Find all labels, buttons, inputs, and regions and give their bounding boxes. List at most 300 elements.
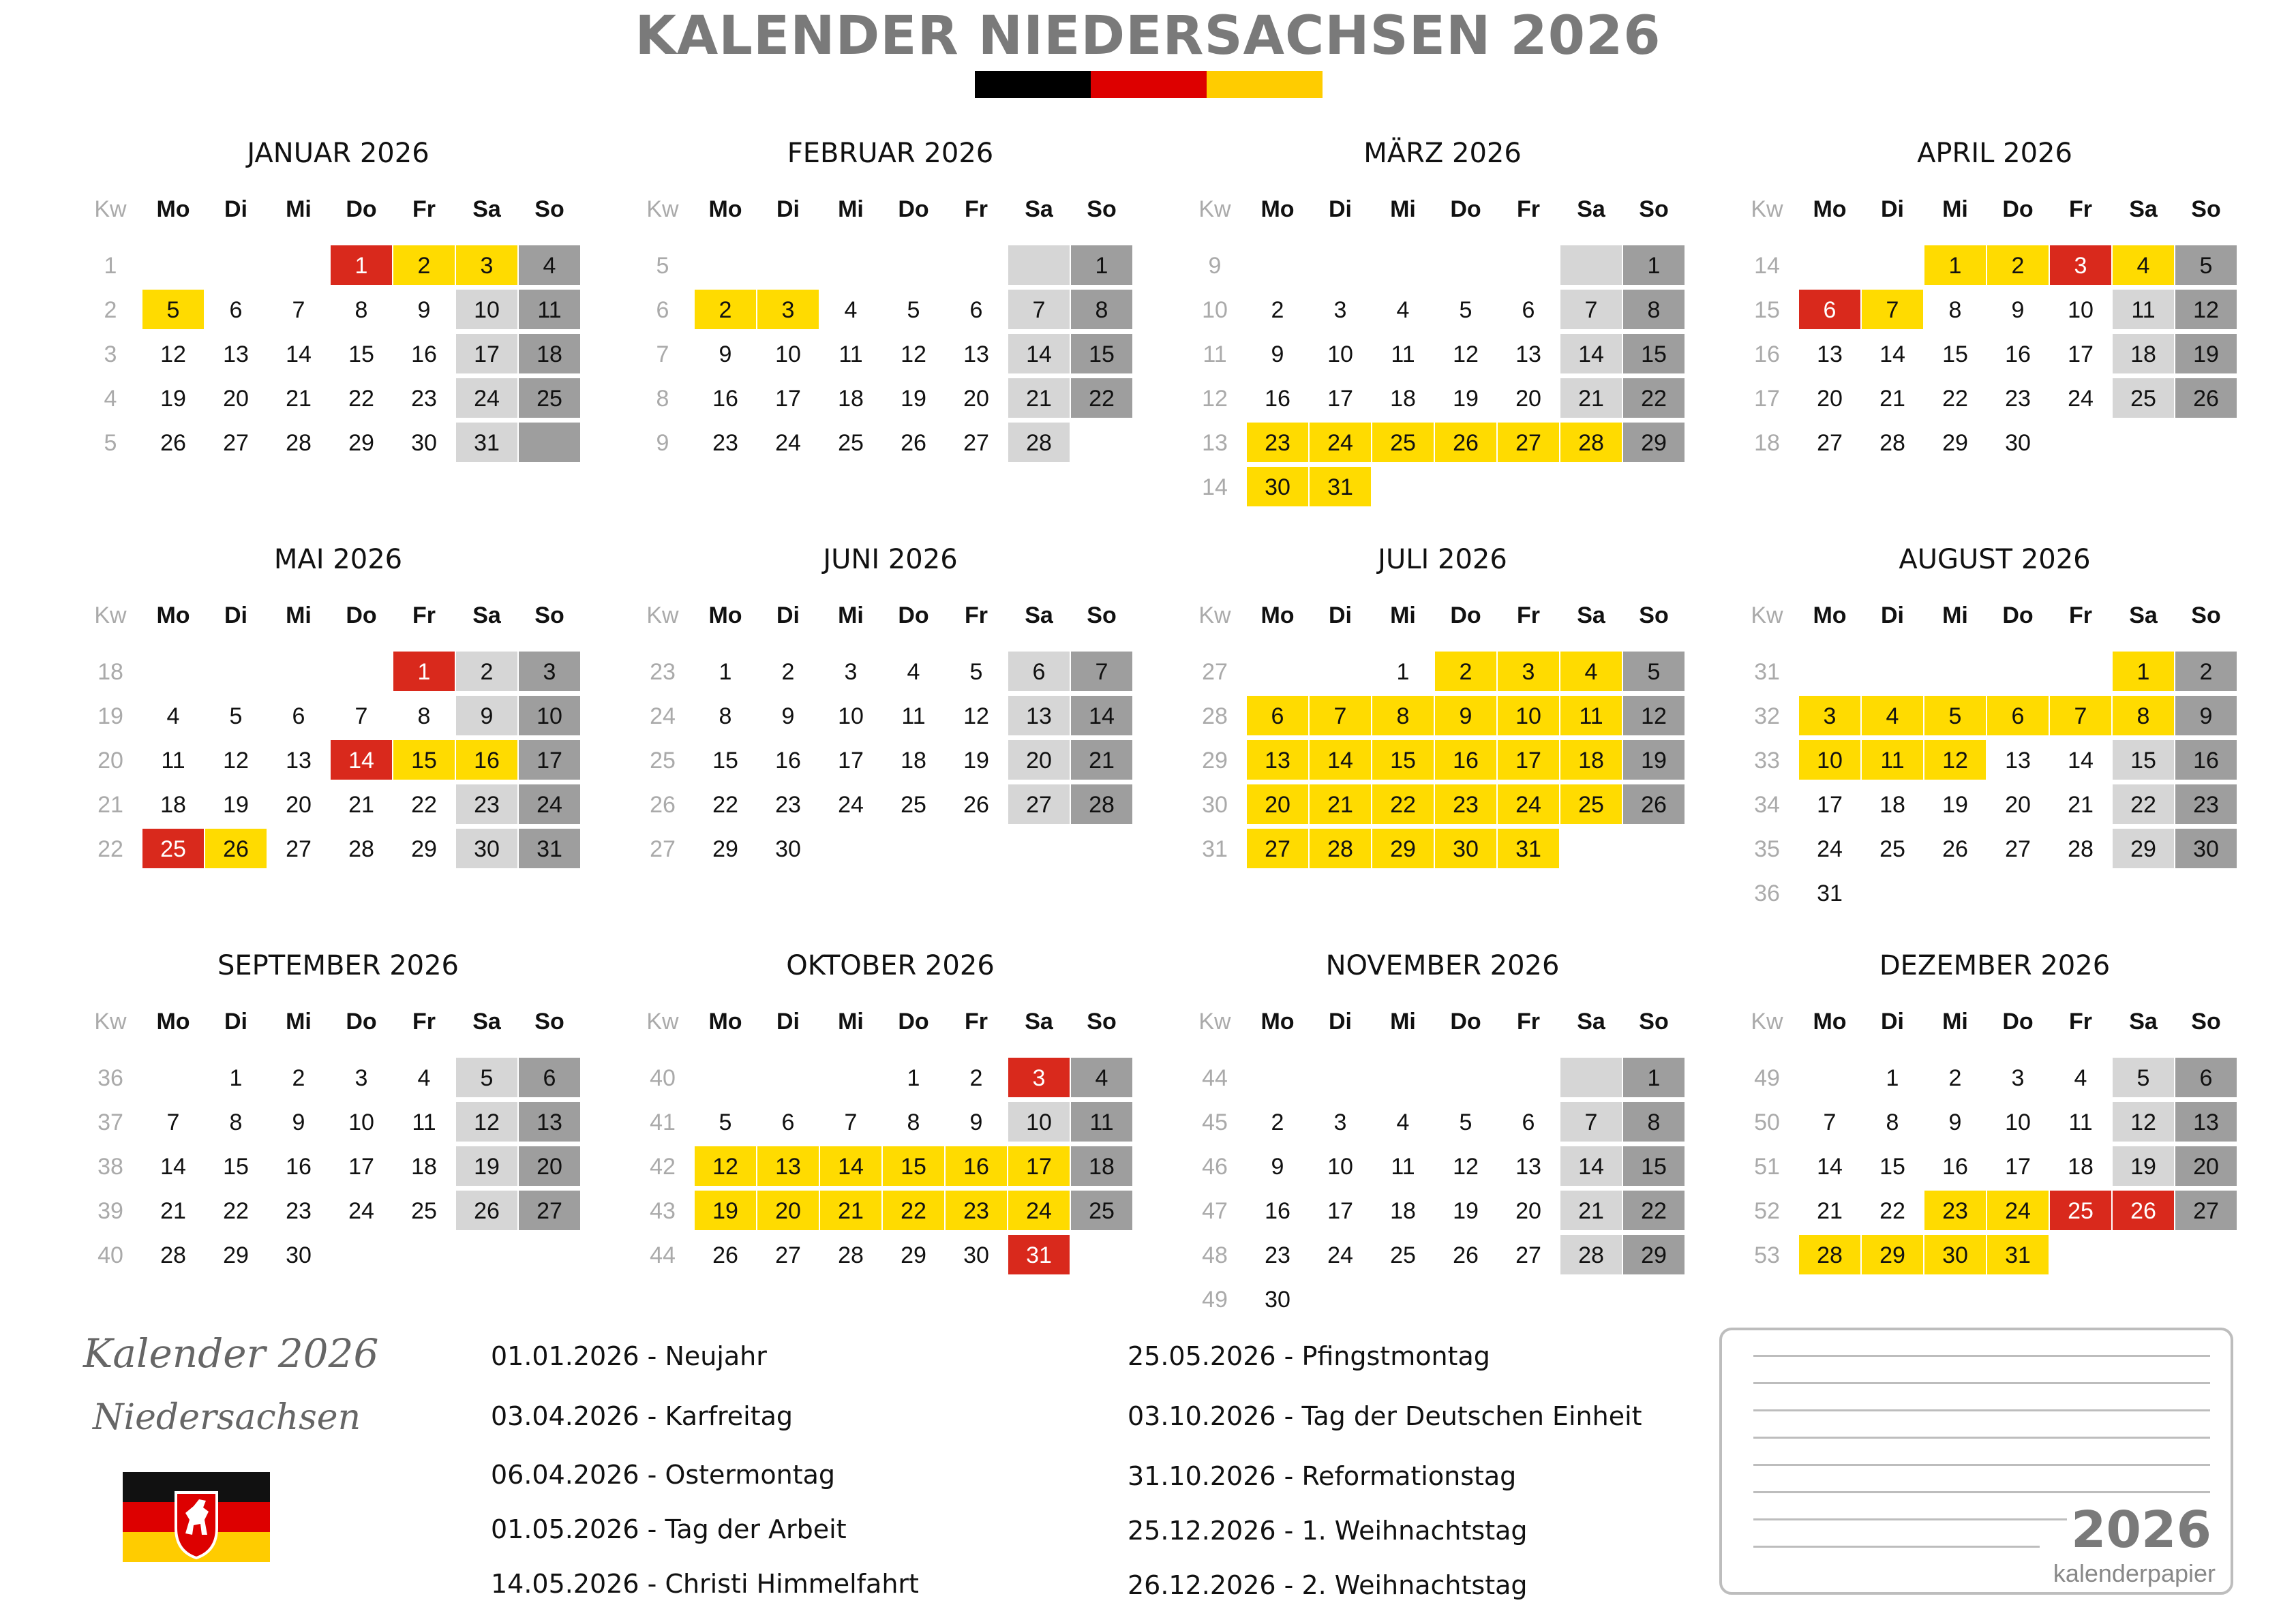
- week-number-header: Kw: [94, 196, 127, 222]
- day-cell: 7: [844, 1110, 858, 1135]
- day-cell: 4: [166, 703, 180, 729]
- day-cell: 2: [695, 290, 756, 329]
- month-title: MÄRZ 2026: [1363, 138, 1522, 169]
- day-cell: 6: [229, 297, 243, 323]
- day-cell: 12: [223, 748, 249, 774]
- day-cell: 17: [775, 386, 801, 412]
- day-cell: 5: [2113, 1058, 2174, 1097]
- day-cell: 25: [2113, 378, 2174, 418]
- day-cell: 22: [1942, 386, 1968, 412]
- weekday-header: Di: [1881, 196, 1904, 222]
- week-number: 15: [1754, 297, 1780, 323]
- note-line: [1753, 1437, 2210, 1439]
- day-cell: 26: [1435, 423, 1496, 462]
- day-cell: 24: [456, 378, 517, 418]
- holiday-entry: 25.05.2026 - Pfingstmontag: [1128, 1341, 1490, 1371]
- day-cell: 31: [1817, 881, 1843, 906]
- day-cell: 19: [223, 792, 249, 818]
- month-3: [1183, 138, 1702, 547]
- weekday-header: Fr: [412, 196, 436, 222]
- day-cell: 31: [1498, 829, 1559, 868]
- week-number: 43: [650, 1198, 676, 1224]
- day-cell: 8: [1948, 297, 1962, 323]
- day-cell: 16: [712, 386, 738, 412]
- day-cell: 17: [348, 1154, 374, 1180]
- day-cell: 25: [519, 378, 580, 418]
- day-cell: 14: [1560, 334, 1622, 373]
- day-cell: 24: [348, 1198, 374, 1224]
- weekday-header: Do: [346, 196, 377, 222]
- week-number: 38: [97, 1154, 123, 1180]
- day-cell: 21: [1071, 740, 1132, 780]
- day-cell: 18: [901, 748, 926, 774]
- day-cell: 11: [901, 703, 926, 729]
- day-cell: 24: [1498, 784, 1559, 824]
- day-cell: 23: [1435, 784, 1496, 824]
- day-cell: 10: [1327, 1154, 1353, 1180]
- weekday-header: Mi: [1942, 602, 1968, 628]
- day-cell: 5: [2175, 245, 2237, 285]
- day-cell: 20: [286, 792, 312, 818]
- day-cell: 10: [2068, 297, 2094, 323]
- day-cell: 11: [839, 341, 863, 367]
- day-cell: 14: [1008, 334, 1070, 373]
- weekday-header: Fr: [2069, 602, 2092, 628]
- empty-weekend-cell: [1560, 1058, 1622, 1097]
- week-number-header: Kw: [1198, 602, 1231, 628]
- weekday-header: Di: [224, 1009, 247, 1035]
- day-cell: 23: [1247, 423, 1308, 462]
- weekday-header: Di: [1881, 602, 1904, 628]
- day-cell: 29: [223, 1242, 249, 1268]
- day-cell: 28: [1071, 784, 1132, 824]
- day-cell: 18: [1390, 386, 1416, 412]
- day-cell: 11: [1391, 341, 1415, 367]
- day-cell: 25: [1879, 836, 1905, 862]
- week-number: 22: [97, 836, 123, 862]
- week-number: 23: [650, 659, 676, 685]
- day-cell: 21: [2068, 792, 2094, 818]
- month-9: [79, 950, 597, 1359]
- day-cell: 30: [1265, 1287, 1290, 1313]
- week-number: 34: [1754, 792, 1780, 818]
- week-number: 7: [656, 341, 669, 367]
- day-cell: 25: [901, 792, 926, 818]
- month-12: [1736, 950, 2254, 1359]
- day-cell: 6: [1799, 290, 1860, 329]
- week-number: 49: [1754, 1065, 1780, 1091]
- note-line: [1753, 1546, 2040, 1548]
- day-cell: 27: [519, 1191, 580, 1230]
- weekday-header: Mi: [838, 602, 864, 628]
- day-cell: 11: [2113, 290, 2174, 329]
- day-cell: 17: [1327, 1198, 1353, 1224]
- day-cell: 29: [2113, 829, 2174, 868]
- day-cell: 23: [286, 1198, 312, 1224]
- day-cell: 10: [1799, 740, 1860, 780]
- day-cell: 18: [838, 386, 864, 412]
- notes-year: 2026: [2071, 1501, 2211, 1559]
- day-cell: 6: [1987, 696, 2049, 735]
- day-cell: 10: [348, 1110, 374, 1135]
- day-cell: 24: [2068, 386, 2094, 412]
- day-cell: 1: [331, 245, 392, 285]
- day-cell: 28: [1560, 1235, 1622, 1274]
- week-number: 44: [1202, 1065, 1228, 1091]
- day-cell: 14: [286, 341, 312, 367]
- day-cell: 2: [969, 1065, 983, 1091]
- day-cell: 22: [223, 1198, 249, 1224]
- day-cell: 19: [695, 1191, 756, 1230]
- day-cell: 4: [844, 297, 858, 323]
- weekday-header: Mo: [708, 196, 742, 222]
- day-cell: 19: [2113, 1146, 2174, 1186]
- day-cell: 1: [1623, 1058, 1685, 1097]
- day-cell: 24: [775, 430, 801, 456]
- day-cell: 8: [1623, 290, 1685, 329]
- weekday-header: Sa: [2129, 1009, 2158, 1035]
- day-cell: 13: [519, 1102, 580, 1142]
- day-cell: 13: [1008, 696, 1070, 735]
- note-line: [1753, 1409, 2210, 1411]
- day-cell: 13: [1247, 740, 1308, 780]
- page-title: KALENDER NIEDERSACHSEN 2026: [635, 5, 1661, 67]
- weekday-header: Do: [898, 602, 929, 628]
- day-cell: 18: [1071, 1146, 1132, 1186]
- day-cell: 30: [456, 829, 517, 868]
- day-cell: 24: [1817, 836, 1843, 862]
- day-cell: 24: [1310, 423, 1371, 462]
- day-cell: 8: [719, 703, 732, 729]
- day-cell: 20: [519, 1146, 580, 1186]
- day-cell: 22: [411, 792, 437, 818]
- day-cell: 4: [907, 659, 920, 685]
- day-cell: 26: [456, 1191, 517, 1230]
- day-cell: 1: [2113, 652, 2174, 691]
- day-cell: 4: [2074, 1065, 2087, 1091]
- day-cell: 24: [838, 792, 864, 818]
- day-cell: 3: [1333, 297, 1347, 323]
- day-cell: 12: [901, 341, 926, 367]
- day-cell: 23: [2175, 784, 2237, 824]
- day-cell: 21: [1560, 1191, 1622, 1230]
- day-cell: 16: [1265, 386, 1290, 412]
- day-cell: 25: [2050, 1191, 2111, 1230]
- weekday-header: So: [1087, 1009, 1117, 1035]
- note-line: [1753, 1518, 2067, 1520]
- day-cell: 19: [1623, 740, 1685, 780]
- day-cell: 20: [2005, 792, 2031, 818]
- week-number: 40: [97, 1242, 123, 1268]
- week-number: 51: [1754, 1154, 1780, 1180]
- day-cell: 5: [229, 703, 243, 729]
- day-cell: 26: [205, 829, 267, 868]
- day-cell: 29: [1623, 423, 1685, 462]
- holiday-entry: 03.10.2026 - Tag der Deutschen Einheit: [1128, 1401, 1642, 1431]
- day-cell: 16: [411, 341, 437, 367]
- weekday-header: Mo: [708, 1009, 742, 1035]
- day-cell: 4: [1396, 1110, 1410, 1135]
- weekday-header: Mi: [286, 602, 312, 628]
- weekday-header: Mi: [1942, 1009, 1968, 1035]
- day-cell: 4: [1396, 297, 1410, 323]
- weekday-header: Fr: [1517, 602, 1540, 628]
- day-cell: 22: [2113, 784, 2174, 824]
- weekday-header: So: [534, 1009, 564, 1035]
- day-cell: 6: [292, 703, 305, 729]
- day-cell: 8: [1372, 696, 1434, 735]
- weekday-header: Do: [346, 602, 377, 628]
- note-line: [1753, 1491, 2210, 1493]
- day-cell: 2: [781, 659, 795, 685]
- day-cell: 29: [348, 430, 374, 456]
- week-number: 18: [1754, 430, 1780, 456]
- day-cell: 12: [1453, 1154, 1479, 1180]
- day-cell: 24: [1008, 1191, 1070, 1230]
- day-cell: 13: [1515, 341, 1541, 367]
- day-cell: 29: [411, 836, 437, 862]
- day-cell: 4: [1862, 696, 1923, 735]
- day-cell: 14: [1310, 740, 1371, 780]
- day-cell: 26: [901, 430, 926, 456]
- day-cell: 17: [2068, 341, 2094, 367]
- day-cell: 28: [1560, 423, 1622, 462]
- weekday-header: Mi: [286, 196, 312, 222]
- day-cell: 20: [1008, 740, 1070, 780]
- month-title: JULI 2026: [1378, 544, 1507, 575]
- weekday-header: Do: [2002, 196, 2034, 222]
- holiday-entry: 26.12.2026 - 2. Weihnachtstag: [1128, 1570, 1528, 1600]
- week-number: 26: [650, 792, 676, 818]
- week-number: 24: [650, 703, 676, 729]
- day-cell: 6: [1522, 1110, 1535, 1135]
- week-number: 37: [97, 1110, 123, 1135]
- notes-box: [1719, 1328, 2233, 1595]
- empty-weekend-cell: [1560, 245, 1622, 285]
- note-line: [1753, 1355, 2210, 1357]
- day-cell: 27: [1498, 423, 1559, 462]
- week-number-header: Kw: [1198, 196, 1231, 222]
- day-cell: 2: [1271, 297, 1284, 323]
- day-cell: 9: [1435, 696, 1496, 735]
- month-title: FEBRUAR 2026: [787, 138, 994, 169]
- holiday-entry: 31.10.2026 - Reformationstag: [1128, 1461, 1517, 1491]
- day-cell: 1: [1924, 245, 1986, 285]
- day-cell: 25: [1071, 1191, 1132, 1230]
- day-cell: 3: [2011, 1065, 2025, 1091]
- month-title: DEZEMBER 2026: [1879, 950, 2111, 981]
- week-number: 36: [1754, 881, 1780, 906]
- day-cell: 9: [292, 1110, 305, 1135]
- day-cell: 21: [348, 792, 374, 818]
- day-cell: 7: [1862, 290, 1923, 329]
- weekday-header: Sa: [1025, 196, 1053, 222]
- month-title: SEPTEMBER 2026: [217, 950, 459, 981]
- day-cell: 8: [907, 1110, 920, 1135]
- day-cell: 16: [2005, 341, 2031, 367]
- day-cell: 24: [519, 784, 580, 824]
- day-cell: 18: [1390, 1198, 1416, 1224]
- day-cell: 12: [1623, 696, 1685, 735]
- day-cell: 26: [1942, 836, 1968, 862]
- day-cell: 3: [519, 652, 580, 691]
- weekday-header: Fr: [965, 602, 988, 628]
- day-cell: 29: [1623, 1235, 1685, 1274]
- day-cell: 14: [1071, 696, 1132, 735]
- weekday-header: Mi: [838, 1009, 864, 1035]
- weekday-header: Sa: [1025, 1009, 1053, 1035]
- day-cell: 14: [2068, 748, 2094, 774]
- weekday-header: Fr: [412, 602, 436, 628]
- weekday-header: Mo: [1813, 1009, 1847, 1035]
- day-cell: 14: [331, 740, 392, 780]
- day-cell: 2: [1435, 652, 1496, 691]
- day-cell: 28: [1799, 1235, 1860, 1274]
- day-cell: 4: [519, 245, 580, 285]
- day-cell: 30: [1435, 829, 1496, 868]
- day-cell: 1: [229, 1065, 243, 1091]
- day-cell: 1: [1623, 245, 1685, 285]
- day-cell: 30: [286, 1242, 312, 1268]
- legend-subtitle: Niedersachsen: [93, 1397, 361, 1438]
- flag-stripe-black: [975, 71, 1091, 98]
- week-number: 27: [650, 836, 676, 862]
- day-cell: 1: [1071, 245, 1132, 285]
- weekday-header: Mo: [1813, 196, 1847, 222]
- day-cell: 2: [1948, 1065, 1962, 1091]
- weekday-header: Mo: [156, 602, 190, 628]
- day-cell: 9: [719, 341, 732, 367]
- day-cell: 21: [1008, 378, 1070, 418]
- week-number: 10: [1202, 297, 1228, 323]
- day-cell: 15: [883, 1146, 944, 1186]
- day-cell: 27: [2175, 1191, 2237, 1230]
- day-cell: 8: [417, 703, 431, 729]
- day-cell: 19: [1453, 386, 1479, 412]
- day-cell: 14: [160, 1154, 186, 1180]
- day-cell: 28: [1879, 430, 1905, 456]
- day-cell: 29: [1862, 1235, 1923, 1274]
- day-cell: 7: [1560, 290, 1622, 329]
- week-number: 4: [104, 386, 117, 412]
- week-number: 5: [656, 253, 669, 279]
- day-cell: 12: [160, 341, 186, 367]
- weekday-header: So: [534, 602, 564, 628]
- day-cell: 10: [1327, 341, 1353, 367]
- day-cell: 11: [1391, 1154, 1415, 1180]
- day-cell: 3: [1799, 696, 1860, 735]
- flag-stripe-red: [1091, 71, 1207, 98]
- weekday-header: Sa: [1025, 602, 1053, 628]
- day-cell: 17: [2005, 1154, 2031, 1180]
- day-cell: 11: [412, 1110, 436, 1135]
- day-cell: 7: [354, 703, 368, 729]
- day-cell: 19: [1453, 1198, 1479, 1224]
- weekday-header: So: [2191, 602, 2221, 628]
- day-cell: 23: [456, 784, 517, 824]
- weekday-header: Sa: [2129, 196, 2158, 222]
- week-number: 12: [1202, 386, 1228, 412]
- day-cell: 19: [2175, 334, 2237, 373]
- day-cell: 13: [1817, 341, 1843, 367]
- day-cell: 10: [838, 703, 864, 729]
- week-number: 6: [656, 297, 669, 323]
- day-cell: 27: [775, 1242, 801, 1268]
- day-cell: 3: [844, 659, 858, 685]
- day-cell: 2: [393, 245, 455, 285]
- day-cell: 8: [2113, 696, 2174, 735]
- day-cell: 28: [160, 1242, 186, 1268]
- week-number-header: Kw: [94, 602, 127, 628]
- week-number: 30: [1202, 792, 1228, 818]
- day-cell: 11: [1862, 740, 1923, 780]
- day-cell: 13: [223, 341, 249, 367]
- weekday-header: Fr: [1517, 196, 1540, 222]
- day-cell: 31: [1987, 1235, 2049, 1274]
- day-cell: 12: [1453, 341, 1479, 367]
- day-cell: 19: [456, 1146, 517, 1186]
- day-cell: 23: [712, 430, 738, 456]
- day-cell: 19: [901, 386, 926, 412]
- day-cell: 26: [1453, 1242, 1479, 1268]
- day-cell: 18: [519, 334, 580, 373]
- day-cell: 21: [1879, 386, 1905, 412]
- day-cell: 15: [712, 748, 738, 774]
- day-cell: 27: [1817, 430, 1843, 456]
- day-cell: 3: [2050, 245, 2111, 285]
- day-cell: 30: [1924, 1235, 1986, 1274]
- day-cell: 21: [820, 1191, 881, 1230]
- weekday-header: Di: [776, 196, 800, 222]
- day-cell: 6: [781, 1110, 795, 1135]
- day-cell: 13: [1515, 1154, 1541, 1180]
- empty-weekend-cell: [1008, 245, 1070, 285]
- day-cell: 5: [719, 1110, 732, 1135]
- legend-title: Kalender 2026: [83, 1330, 379, 1377]
- weekday-header: Do: [2002, 602, 2034, 628]
- day-cell: 20: [1515, 1198, 1541, 1224]
- week-number: 50: [1754, 1110, 1780, 1135]
- day-cell: 23: [2005, 386, 2031, 412]
- week-number: 52: [1754, 1198, 1780, 1224]
- day-cell: 9: [2011, 297, 2025, 323]
- day-cell: 5: [1459, 1110, 1472, 1135]
- day-cell: 16: [1435, 740, 1496, 780]
- day-cell: 3: [354, 1065, 368, 1091]
- day-cell: 6: [1008, 652, 1070, 691]
- day-cell: 12: [456, 1102, 517, 1142]
- note-line: [1753, 1382, 2210, 1384]
- holiday-entry: 14.05.2026 - Christi Himmelfahrt: [491, 1569, 919, 1599]
- weekday-header: Di: [1329, 1009, 1352, 1035]
- weekday-header: Do: [1450, 602, 1481, 628]
- week-number: 41: [650, 1110, 676, 1135]
- day-cell: 9: [1271, 1154, 1284, 1180]
- day-cell: 8: [354, 297, 368, 323]
- week-number: 29: [1202, 748, 1228, 774]
- day-cell: 14: [1817, 1154, 1843, 1180]
- day-cell: 3: [757, 290, 819, 329]
- day-cell: 17: [1817, 792, 1843, 818]
- day-cell: 7: [166, 1110, 180, 1135]
- day-cell: 11: [1560, 696, 1622, 735]
- day-cell: 23: [1265, 1242, 1290, 1268]
- week-number: 33: [1754, 748, 1780, 774]
- weekday-header: So: [1639, 196, 1669, 222]
- day-cell: 2: [1987, 245, 2049, 285]
- day-cell: 21: [286, 386, 312, 412]
- day-cell: 28: [1008, 423, 1070, 462]
